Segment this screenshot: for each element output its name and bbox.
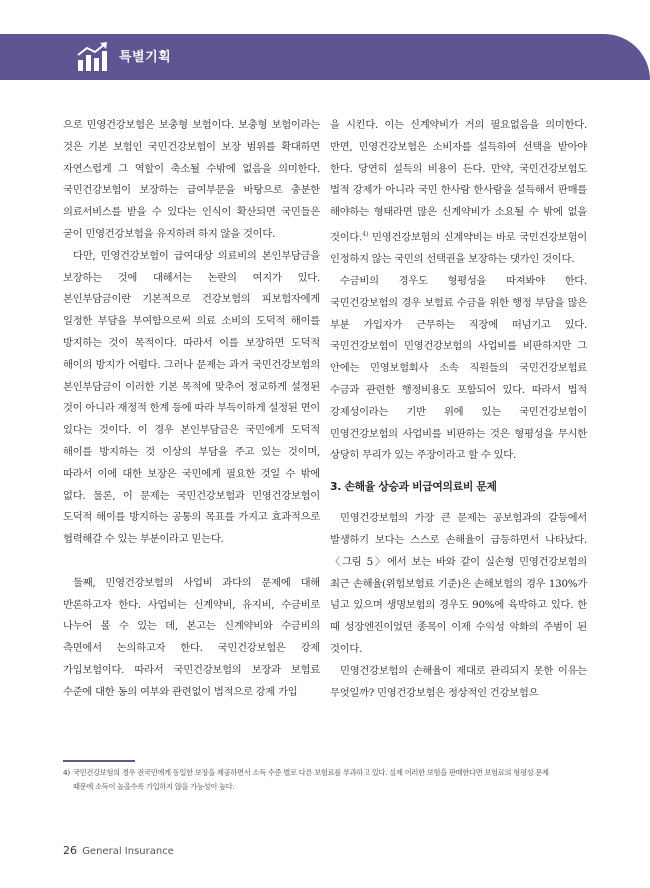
body-paragraph [330,115,587,271]
page-number: 26 [63,844,77,857]
body-paragraph: 수금비의 경우도 형평성을 따져봐야 한다. 국민건강보험의 경우 보험료 수금을 위한 행정 부담을 많은 부분 가입자가 근무하는 직장에 떠넘기고 있다. 국민건강보험이 민영건강보험의 사업비를 비판하지만 그 안에는 민영보험회사 소속 직원들의 국민건강보험료 수금과 관련한 행정비용도 포함되어 있다. 따라서 법적 강제성이라는 기반 위에 있는 국민건강보험이 민영건강보험의 사업비를 비판하는 것은 형평성을 무시한 상당히 무리가 있는 주장이라고 할 수 있다. [330,275,587,462]
section-heading: 3. 손해율 상승과 비급여의료비 문제 [330,480,497,494]
footnote-divider [63,760,135,762]
paragraph-text: 을 시킨다. 이는 신계약비가 거의 필요없음을 의미한다. 반면, 민영건강보험은 소비자를 설득하여 선택을 받아야 한다. 당연히 설득의 비용이 든다. 만약, 국민건강보험도 법적 강제가 아니라 국민 한사람 한사람을 설득해서 판매를 해야하는 형태라면 많은 신계약비가 소요될 수 밖에 없을 것이다. [330,119,587,244]
bar-chart-trend-icon [76,42,108,72]
body-paragraph: 으로 민영건강보험은 보충형 보험이다. 보충형 보험이라는 것은 기본 보험인 국민건강보험이 보장 범위를 확대하면 자연스럽게 그 역할이 축소될 수밖에 없음을 의미한다. 국민건강보험이 보장하는 급여부문을 바탕으로 충분한 의료서비스를 받을 수 있다는 인식이 확산되면 국민들은 굳이 민영건강보험을 유지하려 하지 않을 것이다. [63,119,320,240]
footnote [63,766,591,794]
paragraph-text: 민영건강보험의 신계약비는 바로 국민건강보험이 인정하지 않는 국민의 선택권을 보장하는 댓가인 것이다. [330,231,587,266]
footnote-text: 때문에 소득이 높을수록 가입하지 않을 가능성이 높다. [73,782,235,791]
page-footer [63,844,174,857]
body-paragraph: 둘째, 민영건강보험의 사업비 과다의 문제에 대해 반론하고자 한다. 사업비는 신계약비, 유지비, 수금비로 나누어 볼 수 있는 데, 본고는 신계약비와 수금비의 측면에서 논의하고자 한다. 국민건강보험은 강제 가입보험이다. 따라서 국민건강보험의 보장과 보험료 수준에 대한 동의 여부와 관련없이 법적으로 강제 가입 [63,576,320,698]
body-paragraph: 민영건강보험의 손해율이 제대로 관리되지 못한 이유는 무엇일까? 민영건강보험은 정상적인 건강보험으 [330,664,587,699]
footnote-number: 4) [63,768,70,777]
footnote-reference[interactable]: 4) [362,229,369,238]
section-header [0,34,650,80]
footnote-text: 국민건강보험의 경우 전국민에게 동일한 보장을 제공하면서 소득 수준 별로 다른 보험료를 부과하고 있다. 실제 이러한 보험을 판매한다면 보험료의 형평성 문제 [73,768,549,777]
section-title: 특별기획 [119,50,172,65]
publication-name: General Insurance [82,846,174,857]
body-paragraph: 민영건강보험의 가장 큰 문제는 공보험과의 갈등에서 발생하기 보다는 스스로 손해율이 급등하면서 나타났다. 〈그림 5〉에서 보는 바와 같이 실손형 민영건강보험의 최근 손해율(위험보험료 기준)은 손해보험의 경우 130%가 넘고 있으며 생명보험의 경우도 90%에 육박하고 있다. 한 때 성장엔진이었던 종목이 이제 수익성 악화의 주범이 된 것이다. [330,512,587,655]
left-column [63,115,320,704]
right-column [330,115,587,704]
body-paragraph: 다만, 민영건강보험이 급여대상 의료비의 본인부담금을 보장하는 것에 대해서는 논란의 여지가 있다. 본인부담금이란 기본적으로 건강보험의 피보험자에게 일정한 부담을 부여함으로써 의료 소비의 도덕적 해이를 방지하는 것이 목적이다. 따라서 이를 보장하면 도덕적 해이의 방지가 어렵다. 그러나 문제는 과거 국민건강보험의 본인부담금이 이러한 기본 목적에 맞추어 정교하게 설정된 것이 아니라 재정적 한계 등에 따라 부득이하게 설정된 면이 있다는 것이다. 이 경우 본인부담금은 국민에게 도덕적 해이를 방지하는 것 이상의 부담을 주고 있는 것이며, 따라서 이에 대한 보장은 국민에게 필요한 것일 수 밖에 없다. 물론, 이 문제는 국민건강보험과 민영건강보험이 도덕적 해이를 방지하는 공통의 목표를 가지고 효과적으로 협력해갈 수 있는 부분이라고 믿는다. [63,249,320,546]
